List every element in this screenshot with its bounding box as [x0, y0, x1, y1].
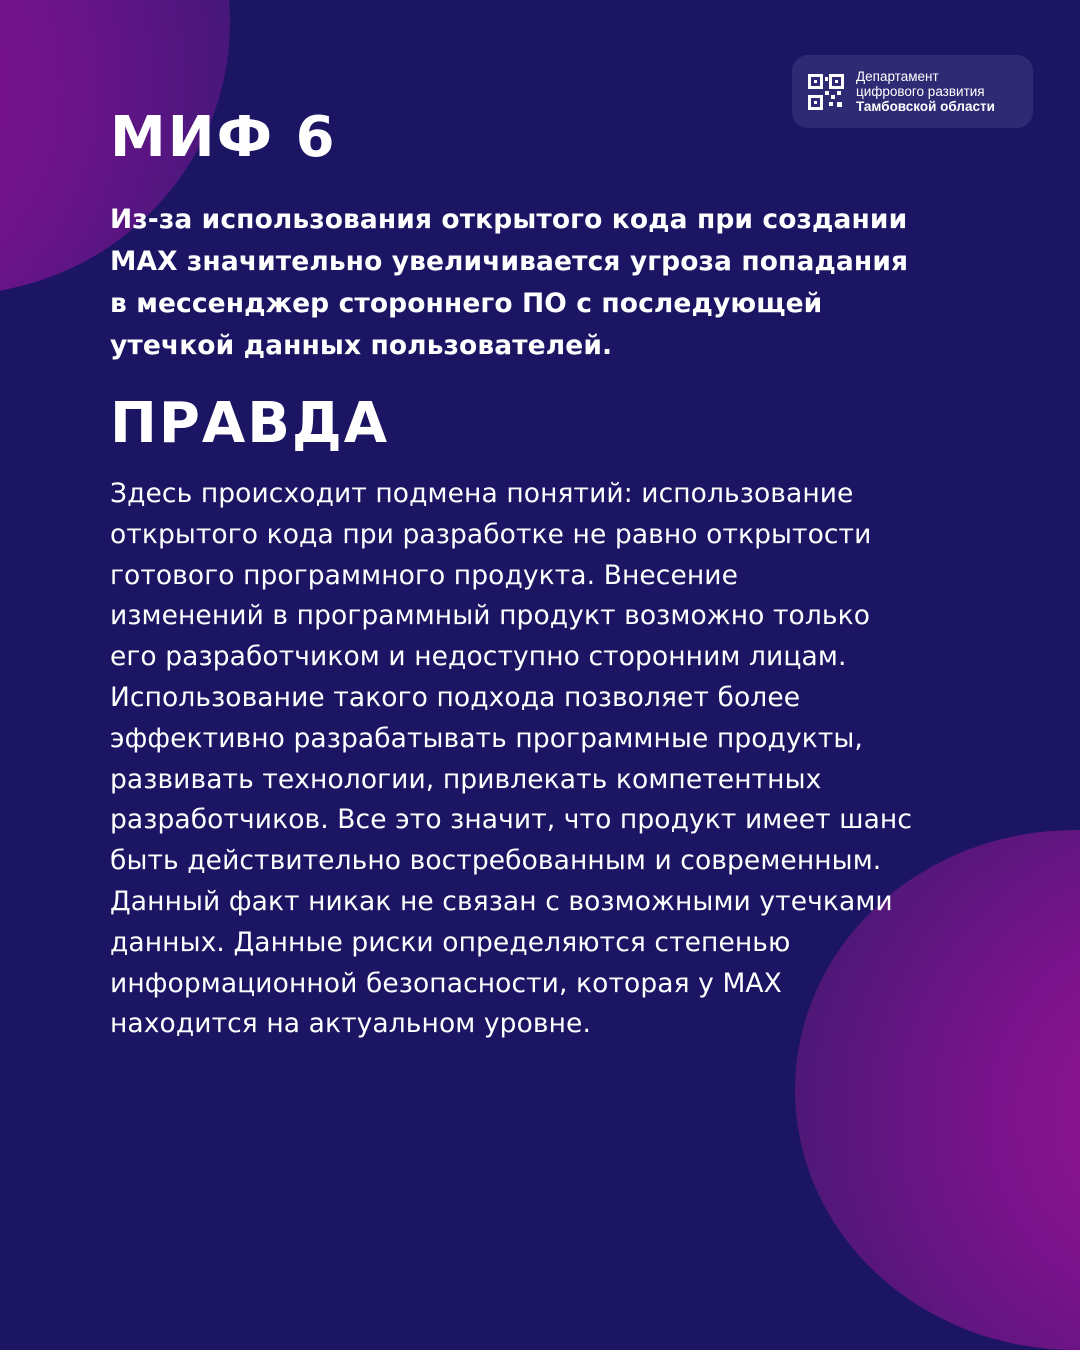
truth-line: эффективно разрабатывать программные продукты,	[110, 722, 863, 754]
truth-line: готового программного продукта. Внесение	[110, 559, 739, 591]
truth-heading: ПРАВДА	[110, 391, 390, 456]
truth-line: открытого кода при разработке не равно открытости	[110, 518, 872, 550]
myth-line: Из-за использования открытого кода при создании	[110, 204, 908, 235]
truth-line: Здесь происходит подмена понятий: использование	[110, 478, 854, 509]
truth-line: Данный факт никак не связан с возможными утечками	[110, 885, 893, 917]
truth-line: разработчиков. Все это значит, что продукт имеет шанс	[110, 804, 913, 836]
department-name-line-1: Департамент	[856, 69, 939, 84]
truth-line: его разработчиком и недоступно сторонним лицам.	[110, 641, 847, 673]
myth-text	[110, 199, 908, 367]
department-logo-badge	[792, 55, 1033, 128]
truth-line: находится на актуальном уровне.	[110, 1008, 591, 1040]
truth-line: развивать технологии, привлекать компетентных	[110, 763, 822, 795]
myth-line: МАХ значительно увеличивается угроза попадания	[110, 246, 909, 277]
department-name-line-3: Тамбовской области	[856, 99, 995, 114]
truth-line: Использование такого подхода позволяет более	[110, 681, 801, 713]
department-name-line-2: цифрового развития	[856, 84, 985, 99]
truth-text	[110, 474, 912, 1045]
truth-line: данных. Данные риски определяются степенью	[110, 926, 791, 958]
myth-line: в мессенджер стороннего ПО с последующей	[110, 288, 823, 319]
department-name	[856, 69, 995, 114]
qr-code-icon	[808, 74, 844, 110]
myth-line: утечкой данных пользователей.	[110, 330, 613, 361]
truth-line: изменений в программный продукт возможно только	[110, 600, 871, 632]
truth-line: быть действительно востребованным и современным.	[110, 845, 882, 877]
myth-heading: МИФ 6	[110, 105, 337, 170]
truth-line: информационной безопасности, которая у МАХ	[110, 967, 782, 999]
